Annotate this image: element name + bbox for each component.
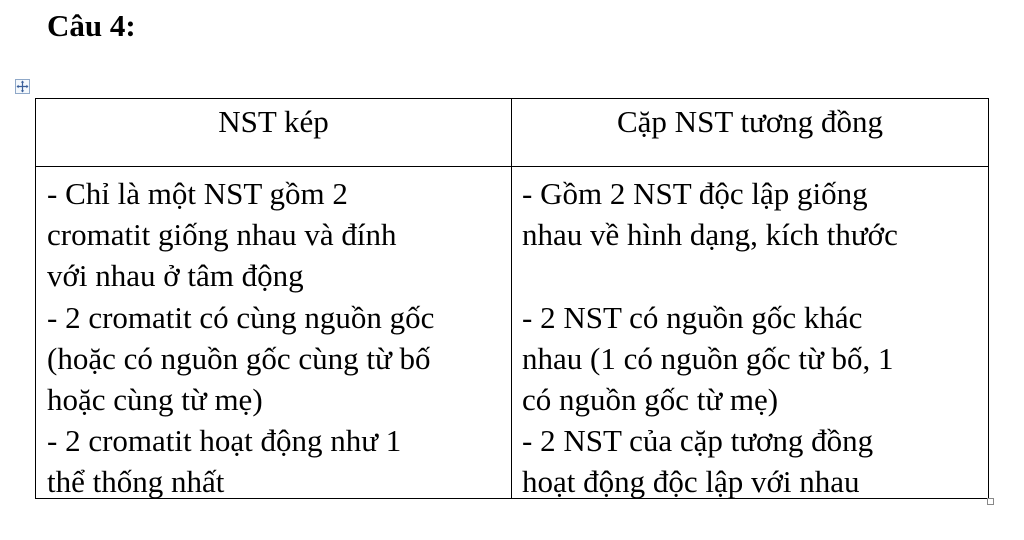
text-line [522, 255, 984, 296]
table-resize-handle[interactable] [987, 498, 994, 505]
text-line: - 2 NST của cặp tương đồng [522, 423, 874, 459]
text-line: với nhau ở tâm động [47, 258, 304, 294]
header-nst-kep: NST kép [218, 104, 329, 139]
header-cap-nst-tuong-dong: Cặp NST tương đồng [617, 104, 883, 139]
text-line: hoạt động độc lập với nhau [522, 464, 860, 500]
text-line: nhau về hình dạng, kích thước [522, 217, 898, 253]
comparison-table [35, 98, 989, 499]
cell-cap-nst-tuong-dong-description [522, 173, 984, 503]
row-divider [36, 166, 988, 167]
text-line: cromatit giống nhau và đính [47, 217, 397, 253]
text-line: thể thống nhất [47, 464, 225, 500]
question-heading: Câu 4: [47, 8, 136, 43]
text-line: nhau (1 có nguồn gốc từ bố, 1 [522, 340, 894, 376]
cell-nst-kep-description [47, 173, 509, 503]
text-line: có nguồn gốc từ mẹ) [522, 381, 779, 417]
text-line: - Chỉ là một NST gồm 2 [47, 176, 348, 211]
text-line: - 2 NST có nguồn gốc khác [522, 299, 863, 335]
text-line: - Gồm 2 NST độc lập giống [522, 176, 868, 211]
table-move-handle-icon[interactable] [15, 79, 30, 94]
text-line: - 2 cromatit có cùng nguồn gốc [47, 299, 435, 335]
text-line: hoặc cùng từ mẹ) [47, 381, 263, 417]
text-line: - 2 cromatit hoạt động như 1 [47, 423, 402, 459]
text-line: (hoặc có nguồn gốc cùng từ bố [47, 340, 431, 376]
